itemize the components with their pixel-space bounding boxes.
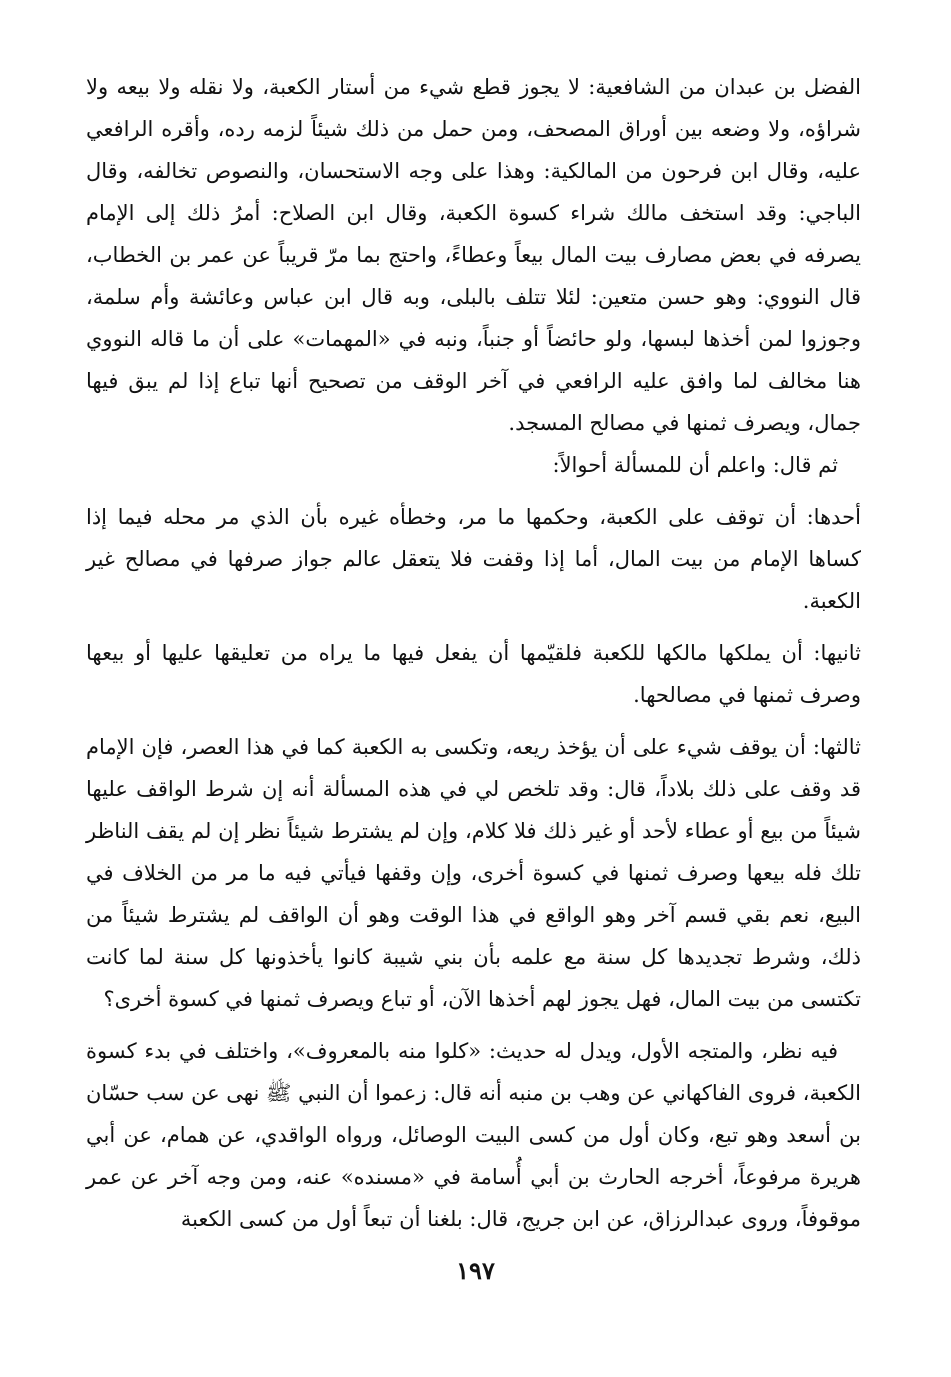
paragraph-second-state: ثانيها: أن يملكها مالكها للكعبة فلقيّمها أن يفعل فيها ما يراه من تعليقها عليها أو بيعها وصرف ثمنها في مصالحها.	[86, 641, 861, 707]
paragraph-kaaba-covering-origin: فيه نظر، والمتجه الأول، ويدل له حديث: «كلوا منه بالمعروف»، واختلف في بدء كسوة الكعبة، فروى الفاكهاني عن وهب بن منبه أنه قال: زعموا أن النبي ﷺ نهى عن سب حسّان بن أسعد وهو تبع، وكان أول من كسى البيت الوصائل، ورواه الواقدي، عن همام، عن أبي هريرة مرفوعاً، أخرجه الحارث بن أبي أُسامة في «مسنده» عنه، ومن وجه آخر عن عمر موقوفاً، وروى عبدالرزاق، عن ابن جريج، قال: بلغنا أن تبعاً أول من كسى الكعبة	[86, 1039, 861, 1231]
body-text	[86, 66, 861, 1240]
paragraph-fadl-ibn-abdan: الفضل بن عبدان من الشافعية: لا يجوز قطع شيء من أستار الكعبة، ولا نقله ولا بيعه ولا شراؤه، ولا وضعه بين أوراق المصحف، ومن حمل من ذلك شيئاً لزمه رده، وأقره الرافعي عليه، وقال ابن فرحون من المالكية: وهذا على وجه الاستحسان، والنصوص تخالفه، وقال الباجي: وقد استخف مالك شراء كسوة الكعبة، وقال ابن الصلاح: أمرُ ذلك إلى الإمام يصرفه في بعض مصارف بيت المال بيعاً وعطاءً، واحتج بما مرّ قريباً عن عمر بن الخطاب، قال النووي: وهو حسن متعين: لئلا تتلف بالبلى، وبه قال ابن عباس وعائشة وأم سلمة، وجوزوا لمن أخذها لبسها، ولو حائضاً أو جنباً، ونبه في «المهمات» على أن ما قاله النووي هنا مخالف لما وافق عليه الرافعي في آخر الوقف من تصحيح أنها تباع إذا لم يبق فيها جمال، ويصرف ثمنها في مصالح المسجد.	[86, 75, 861, 435]
paragraph-states-intro: ثم قال: واعلم أن للمسألة أحوالاً:	[552, 453, 838, 477]
paragraph-third-state: ثالثها: أن يوقف شيء على أن يؤخذ ريعه، وتكسى به الكعبة كما في هذا العصر، فإن الإمام قد وقف على ذلك بلاداً، قال: وقد تلخص لي في هذه المسألة أنه إن شرط الواقف عليها شيئاً من بيع أو عطاء لأحد أو غير ذلك فلا كلام، وإن لم يشترط شيئاً نظر إن لم يقف الناظر تلك فله بيعها وصرف ثمنها في كسوة أخرى، وإن وقفها فيأتي فيه ما مر من الخلاف في البيع، نعم بقي قسم آخر وهو الواقع في هذا الوقت وهو أن الواقف لم يشترط شيئاً من ذلك، وشرط تجديدها كل سنة مع علمه بأن بني شيبة كانوا يأخذونها كل سنة لما كانت تكتسى من بيت المال، فهل يجوز لهم أخذها الآن، أو تباع ويصرف ثمنها في كسوة أخرى؟	[86, 735, 861, 1011]
paragraph-first-state: أحدها: أن توقف على الكعبة، وحكمها ما مر، وخطأه غيره بأن الذي مر محله فيما إذا كساها الإمام من بيت المال، أما إذا وقفت فلا يتعقل عالم جواز صرفها في مصالح غير الكعبة.	[86, 505, 861, 613]
page-number: ١٩٧	[456, 1256, 495, 1285]
